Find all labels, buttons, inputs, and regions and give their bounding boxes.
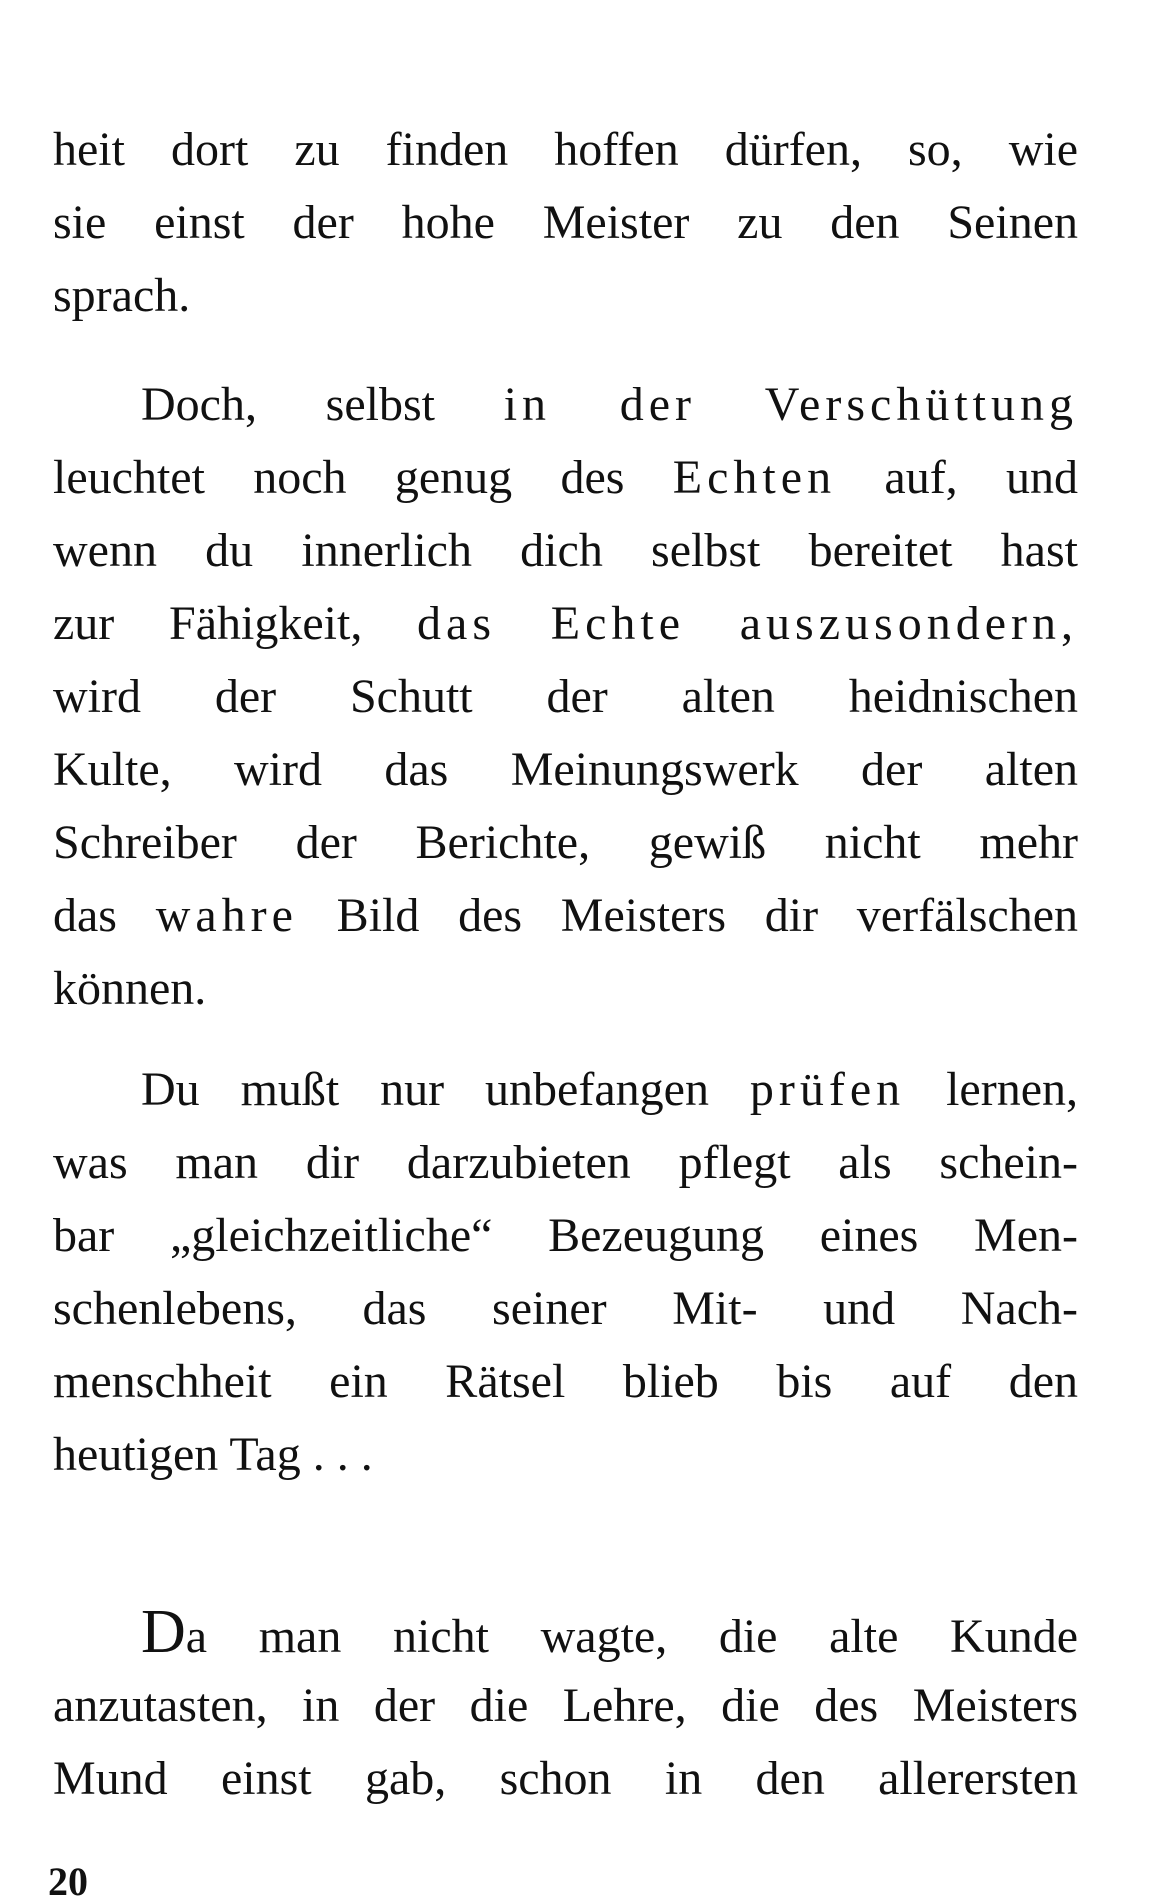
paragraph xyxy=(53,1053,1078,1491)
text-line: heutigen Tag . . . xyxy=(53,1428,373,1481)
emphasized-word: das xyxy=(417,597,497,650)
page-number: 20 xyxy=(48,1859,88,1904)
text-line: sie einst der hohe Meister zu den Seinen xyxy=(53,196,1078,249)
emphasized-word: auszusondern, xyxy=(739,597,1078,650)
text-span: Doch, selbst xyxy=(141,378,504,431)
text-line: heit dort zu finden hoffen dürfen, so, wie xyxy=(53,123,1078,176)
text-line: wird der Schutt der alten heidnischen xyxy=(53,670,1078,723)
text-span: das xyxy=(53,889,156,942)
text-line: Schreiber der Berichte, gewiß nicht mehr xyxy=(53,816,1078,869)
emphasized-word: Echte xyxy=(550,597,686,650)
text-line xyxy=(53,1596,1078,1669)
paragraph-section-start xyxy=(53,1596,1078,1815)
text-span: auf, und xyxy=(836,451,1078,504)
text-line xyxy=(53,368,1078,441)
text-line xyxy=(53,1053,1078,1126)
text-line xyxy=(53,587,1078,660)
text-line: menschheit ein Rätsel blieb bis auf den xyxy=(53,1355,1078,1408)
emphasized-word: in xyxy=(503,378,552,431)
emphasized-word: Verschüttung xyxy=(764,378,1078,431)
text-line: können. xyxy=(53,962,207,1015)
emphasized-word: wahre xyxy=(155,889,298,942)
text-span: a man nicht wagte, die alte Kunde xyxy=(185,1610,1078,1663)
text-span: lernen, xyxy=(905,1063,1078,1116)
text-line xyxy=(53,441,1078,514)
initial-letter: D xyxy=(141,1598,186,1666)
text-line: bar „gleichzeitliche“ Bezeugung eines Men- xyxy=(53,1209,1078,1262)
paragraph xyxy=(53,368,1078,1025)
text-line: wenn du innerlich dich selbst bereitet hast xyxy=(53,524,1078,577)
text-line: sprach. xyxy=(53,269,191,322)
emphasized-word: der xyxy=(619,378,697,431)
text-span: Du mußt nur unbefangen xyxy=(141,1063,750,1116)
text-line: schenlebens, das seiner Mit- und Nach- xyxy=(53,1282,1078,1335)
text-line: was man dir darzubieten pflegt als schein- xyxy=(53,1136,1078,1189)
emphasized-word: prüfen xyxy=(749,1063,906,1116)
text-line xyxy=(53,879,1078,952)
emphasized-word: Echten xyxy=(672,451,837,504)
text-span: leuchtet noch genug des xyxy=(53,451,673,504)
text-line: anzutasten, in der die Lehre, die des Meisters xyxy=(53,1679,1078,1732)
text-line: Mund einst gab, schon in den allerersten xyxy=(53,1752,1078,1805)
text-line: Kulte, wird das Meinungswerk der alten xyxy=(53,743,1078,796)
text-span: zur Fähigkeit, xyxy=(53,597,418,650)
text-span: Bild des Meisters dir verfälschen xyxy=(297,889,1079,942)
paragraph-continuation xyxy=(53,113,1078,332)
